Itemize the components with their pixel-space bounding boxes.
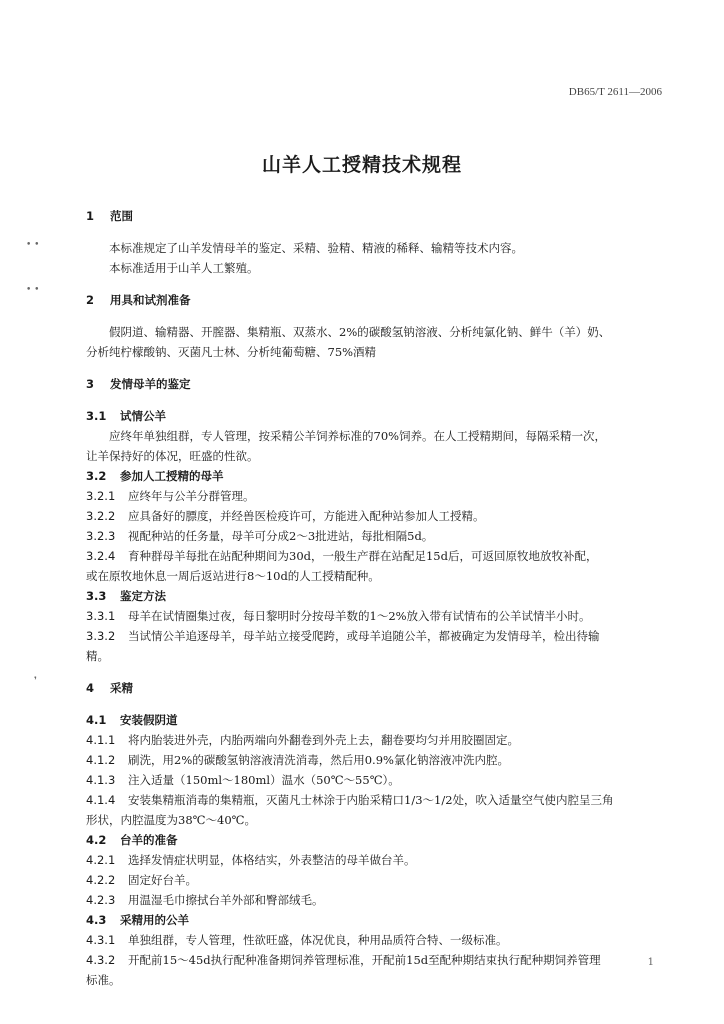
clause: 4.1.2 刷洗，用2%的碳酸氢钠溶液清洗消毒，然后用0.9%氯化钠溶液冲洗内腔。	[86, 753, 509, 767]
paragraph-continued: 分析纯柠檬酸钠、灭菌凡士林、分析纯葡萄糖、75%酒精	[86, 345, 377, 359]
subsection-heading: 4.2 台羊的准备	[86, 833, 178, 847]
clause: 4.3.1 单独组群，专人管理，性欲旺盛，体况优良，种用品质符合特、一级标准。	[86, 933, 508, 947]
subsection-heading: 3.1 试情公羊	[86, 409, 166, 423]
paragraph: 本标准规定了山羊发情母羊的鉴定、采精、验精、精液的稀释、输精等技术内容。	[109, 241, 523, 255]
subsection-heading: 4.1 安装假阴道	[86, 713, 178, 727]
scan-mark: ❜	[34, 676, 37, 686]
clause: 4.2.2 固定好台羊。	[86, 873, 197, 887]
section-heading: 1 范围	[86, 209, 133, 223]
section-heading: 4 采精	[86, 681, 133, 695]
clause: 4.1.3 注入适量（150ml～180ml）温水（50℃～55℃）。	[86, 773, 400, 787]
scan-mark: • •	[26, 240, 40, 250]
section-heading: 3 发情母羊的鉴定	[86, 377, 191, 391]
clause: 3.2.4 育种群母羊每批在站配种期间为30d，一般生产群在站配足15d后，可返回原牧地放牧补配，	[86, 549, 598, 563]
clause: 3.2.2 应具备好的膘度，并经兽医检疫许可，方能进入配种站参加人工授精。	[86, 509, 485, 523]
subsection-heading: 4.3 采精用的公羊	[86, 913, 189, 927]
page-number: 1	[647, 957, 654, 968]
paragraph: 本标准适用于山羊人工繁殖。	[109, 261, 259, 275]
subsection-heading: 3.2 参加人工授精的母羊	[86, 469, 224, 483]
paragraph: 假阴道、输精器、开膣器、集精瓶、双蒸水、2%的碳酸氢钠溶液、分析纯氯化钠、鲜牛（羊）奶、	[109, 325, 611, 339]
clause: 3.2.3 视配种站的任务量，母羊可分成2～3批进站，每批相隔5d。	[86, 529, 434, 543]
subsection-heading: 3.3 鉴定方法	[86, 589, 166, 603]
clause-continued: 形状，内腔温度为38℃～40℃。	[86, 813, 256, 827]
section-heading: 2 用具和试剂准备	[86, 293, 191, 307]
clause: 3.3.2 当试情公羊追逐母羊，母羊站立接受爬跨，或母羊追随公羊，都被确定为发情母羊，检出待输	[86, 629, 600, 643]
clause: 3.2.1 应终年与公羊分群管理。	[86, 489, 255, 503]
clause: 4.1.4 安装集精瓶消毒的集精瓶，灭菌凡士林涂于内胎采精口1/3～1/2处，吹入适量空气使内腔呈三角	[86, 793, 614, 807]
clause-continued: 精。	[86, 649, 109, 663]
scan-mark: • •	[26, 285, 40, 295]
clause: 4.1.1 将内胎装进外壳，内胎两端向外翻卷到外壳上去，翻卷要均匀并用胶圈固定。	[86, 733, 519, 747]
paragraph-continued: 让羊保持好的体况，旺盛的性欲。	[86, 449, 259, 463]
clause: 4.2.1 选择发情症状明显，体格结实，外表整洁的母羊做台羊。	[86, 853, 416, 867]
clause: 4.2.3 用温湿毛巾擦拭台羊外部和臀部绒毛。	[86, 893, 324, 907]
document-title: 山羊人工授精技术规程	[261, 154, 462, 176]
clause-continued: 标准。	[86, 973, 121, 987]
clause: 4.3.2 开配前15～45d执行配种准备期饲养管理标准，开配前15d至配种期结束执行配种期饲养管理	[86, 953, 601, 967]
clause-continued: 或在原牧地休息一周后返站进行8～10d的人工授精配种。	[86, 569, 380, 583]
document-body	[86, 206, 666, 990]
paragraph: 应终年单独组群，专人管理，按采精公羊饲养标准的70%饲养。在人工授精期间，每隔采精一次，	[109, 429, 607, 443]
clause: 3.3.1 母羊在试情圈集过夜，每日黎明时分按母羊数的1～2%放入带有试情布的公羊试情半小时。	[86, 609, 591, 623]
standard-code: DB65/T 2611—2006	[568, 86, 662, 98]
